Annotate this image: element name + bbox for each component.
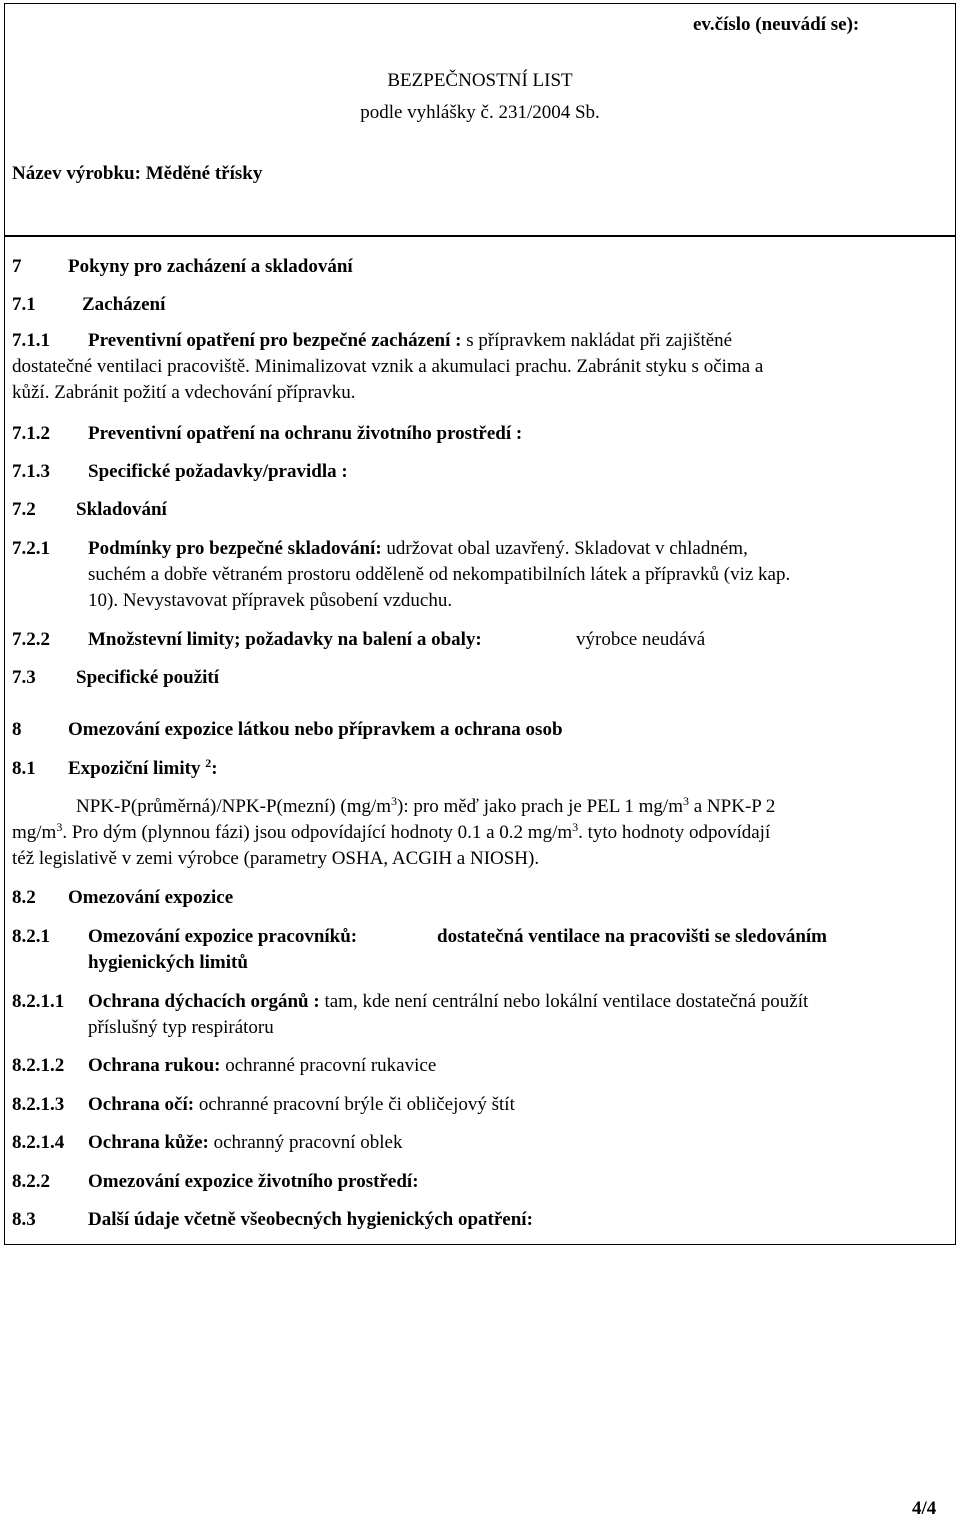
exposure-text-part: mg/m [12, 822, 57, 843]
section-8-2-1-4-text: ochranný pracovní oblek [208, 1132, 403, 1153]
section-7-2-1-line3: 10). Nevystavovat přípravek působení vzduchu. [88, 590, 453, 611]
section-7-1-1-line1 [12, 330, 732, 352]
exposure-text-part: . Pro dým (plynnou fázi) jsou odpovídající hodnoty 0.1 a 0.2 mg/m [62, 822, 573, 843]
section-8-2-1-2 [12, 1055, 436, 1077]
section-8-2-1-3-number: 8.2.1.3 [12, 1094, 65, 1115]
section-8-2-1-2-title: Ochrana rukou: [88, 1055, 221, 1076]
section-7-1-1-title: Preventivní opatření pro bezpečné zacházení : [88, 330, 462, 351]
section-8-2-1-number: 8.2.1 [12, 926, 50, 947]
section-7-1-2-title: Preventivní opatření na ochranu životního prostředí : [88, 423, 523, 444]
section-7-1-1-line3: kůží. Zabránit požití a vdechování přípravku. [12, 382, 356, 403]
section-8-2-2-number: 8.2.2 [12, 1171, 50, 1192]
section-8-2-1-4-title: Ochrana kůže: [88, 1132, 209, 1153]
section-8-title: Omezování expozice látkou nebo přípravkem a ochrana osob [68, 719, 563, 740]
document-title: BEZPEČNOSTNÍ LIST [387, 70, 573, 91]
section-8-2-2-title: Omezování expozice životního prostředí: [88, 1171, 419, 1192]
superscript-3: 3 [56, 820, 63, 834]
section-8-2-1-4 [12, 1132, 403, 1154]
exposure-text-part: a NPK-P 2 [689, 796, 776, 817]
section-7-1-3-number: 7.1.3 [12, 461, 50, 482]
section-7-2-1-title: Podmínky pro bezpečné skladování: [88, 538, 382, 559]
section-7-1-1-text: s přípravkem nakládat při zajištěné [461, 330, 733, 351]
section-8-2-1-1-line2: příslušný typ respirátoru [88, 1017, 274, 1038]
section-7-3-number: 7.3 [12, 667, 36, 688]
section-8-1-title: Expoziční limity [68, 758, 201, 779]
section-8-2-1-3-text: ochranné pracovní brýle či obličejový štít [194, 1094, 515, 1115]
section-7-2-2-title: Množstevní limity; požadavky na balení a obaly: [88, 629, 482, 650]
section-8-1-colon: : [211, 758, 218, 779]
exposure-text-part: NPK-P(průměrná)/NPK-P(mezní) (mg/m [76, 796, 392, 817]
section-8-3-title: Další údaje včetně všeobecných hygienických opatření: [88, 1209, 533, 1230]
section-7-1-2-number: 7.1.2 [12, 423, 50, 444]
section-7-2-1-line2: suchém a dobře větraném prostoru odděleně od nekompatibilních látek a přípravků (viz kap. [88, 564, 791, 585]
section-7-number: 7 [12, 256, 22, 277]
superscript-3: 3 [572, 820, 579, 834]
page-number: 4/4 [912, 1498, 937, 1519]
section-8-2-title: Omezování expozice [68, 887, 234, 908]
section-8-2-1-2-number: 8.2.1.2 [12, 1055, 65, 1076]
superscript-3: 3 [683, 794, 689, 808]
section-7-1-3-title: Specifické požadavky/pravidla : [88, 461, 348, 482]
section-8-1-footnote: 2 [205, 756, 212, 770]
section-8-2-1-1-number: 8.2.1.1 [12, 991, 65, 1012]
ev-cislo-label: ev.číslo (neuvádí se): [693, 14, 860, 35]
section-8-3-number: 8.3 [12, 1209, 36, 1230]
product-name: Název výrobku: Měděné třísky [12, 163, 263, 184]
section-7-1-number: 7.1 [12, 294, 36, 315]
section-8-2-1-title: Omezování expozice pracovníků: [88, 926, 358, 947]
section-7-1-1-line2: dostatečné ventilaci pracoviště. Minimalizovat vznik a akumulaci prachu. Zabránit styku s očima a [12, 356, 764, 377]
superscript-3: 3 [391, 794, 398, 808]
section-8-1-text-line3: též legislativě v zemi výrobce (parametry OSHA, ACGIH a NIOSH). [12, 848, 540, 869]
section-8-2-1-4-number: 8.2.1.4 [12, 1132, 65, 1153]
section-7-1-title: Zacházení [82, 294, 166, 315]
section-8-1-heading [68, 758, 218, 780]
section-8-1-text-line1 [76, 796, 775, 818]
exposure-text-part: . tyto hodnoty odpovídají [578, 822, 771, 843]
section-8-1-text-line2 [12, 822, 770, 844]
section-7-3-title: Specifické použití [76, 667, 220, 688]
section-8-2-1-1-text: tam, kde není centrální nebo lokální ventilace dostatečná použít [319, 991, 809, 1012]
section-8-2-1-3 [12, 1094, 515, 1116]
section-8-2-1-text-line2: hygienických limitů [88, 952, 248, 973]
section-8-2-1-1-title: Ochrana dýchacích orgánů : [88, 991, 320, 1012]
section-7-1-1-number: 7.1.1 [12, 330, 50, 351]
section-8-number: 8 [12, 719, 22, 740]
section-7-2-title: Skladování [76, 499, 167, 520]
section-7-2-1-text: udržovat obal uzavřený. Skladovat v chladném, [381, 538, 748, 559]
section-8-2-1-2-text: ochranné pracovní rukavice [220, 1055, 437, 1076]
section-8-2-1-text-line1: dostatečná ventilace na pracovišti se sledováním [437, 926, 828, 947]
section-8-2-1-3-title: Ochrana očí: [88, 1094, 195, 1115]
section-7-2-1-line1 [12, 538, 748, 560]
exposure-text-part: ): pro měď jako prach je PEL 1 mg/m [397, 796, 683, 817]
section-7-2-2-number: 7.2.2 [12, 629, 50, 650]
section-8-2-number: 8.2 [12, 887, 36, 908]
section-8-1-number: 8.1 [12, 758, 36, 779]
section-8-2-1-1-line1 [12, 991, 808, 1013]
section-7-2-2-text: výrobce neudává [576, 629, 706, 650]
section-7-2-1-number: 7.2.1 [12, 538, 50, 559]
section-7-2-number: 7.2 [12, 499, 36, 520]
section-7-title: Pokyny pro zacházení a skladování [68, 256, 353, 277]
document-subtitle: podle vyhlášky č. 231/2004 Sb. [360, 102, 600, 123]
